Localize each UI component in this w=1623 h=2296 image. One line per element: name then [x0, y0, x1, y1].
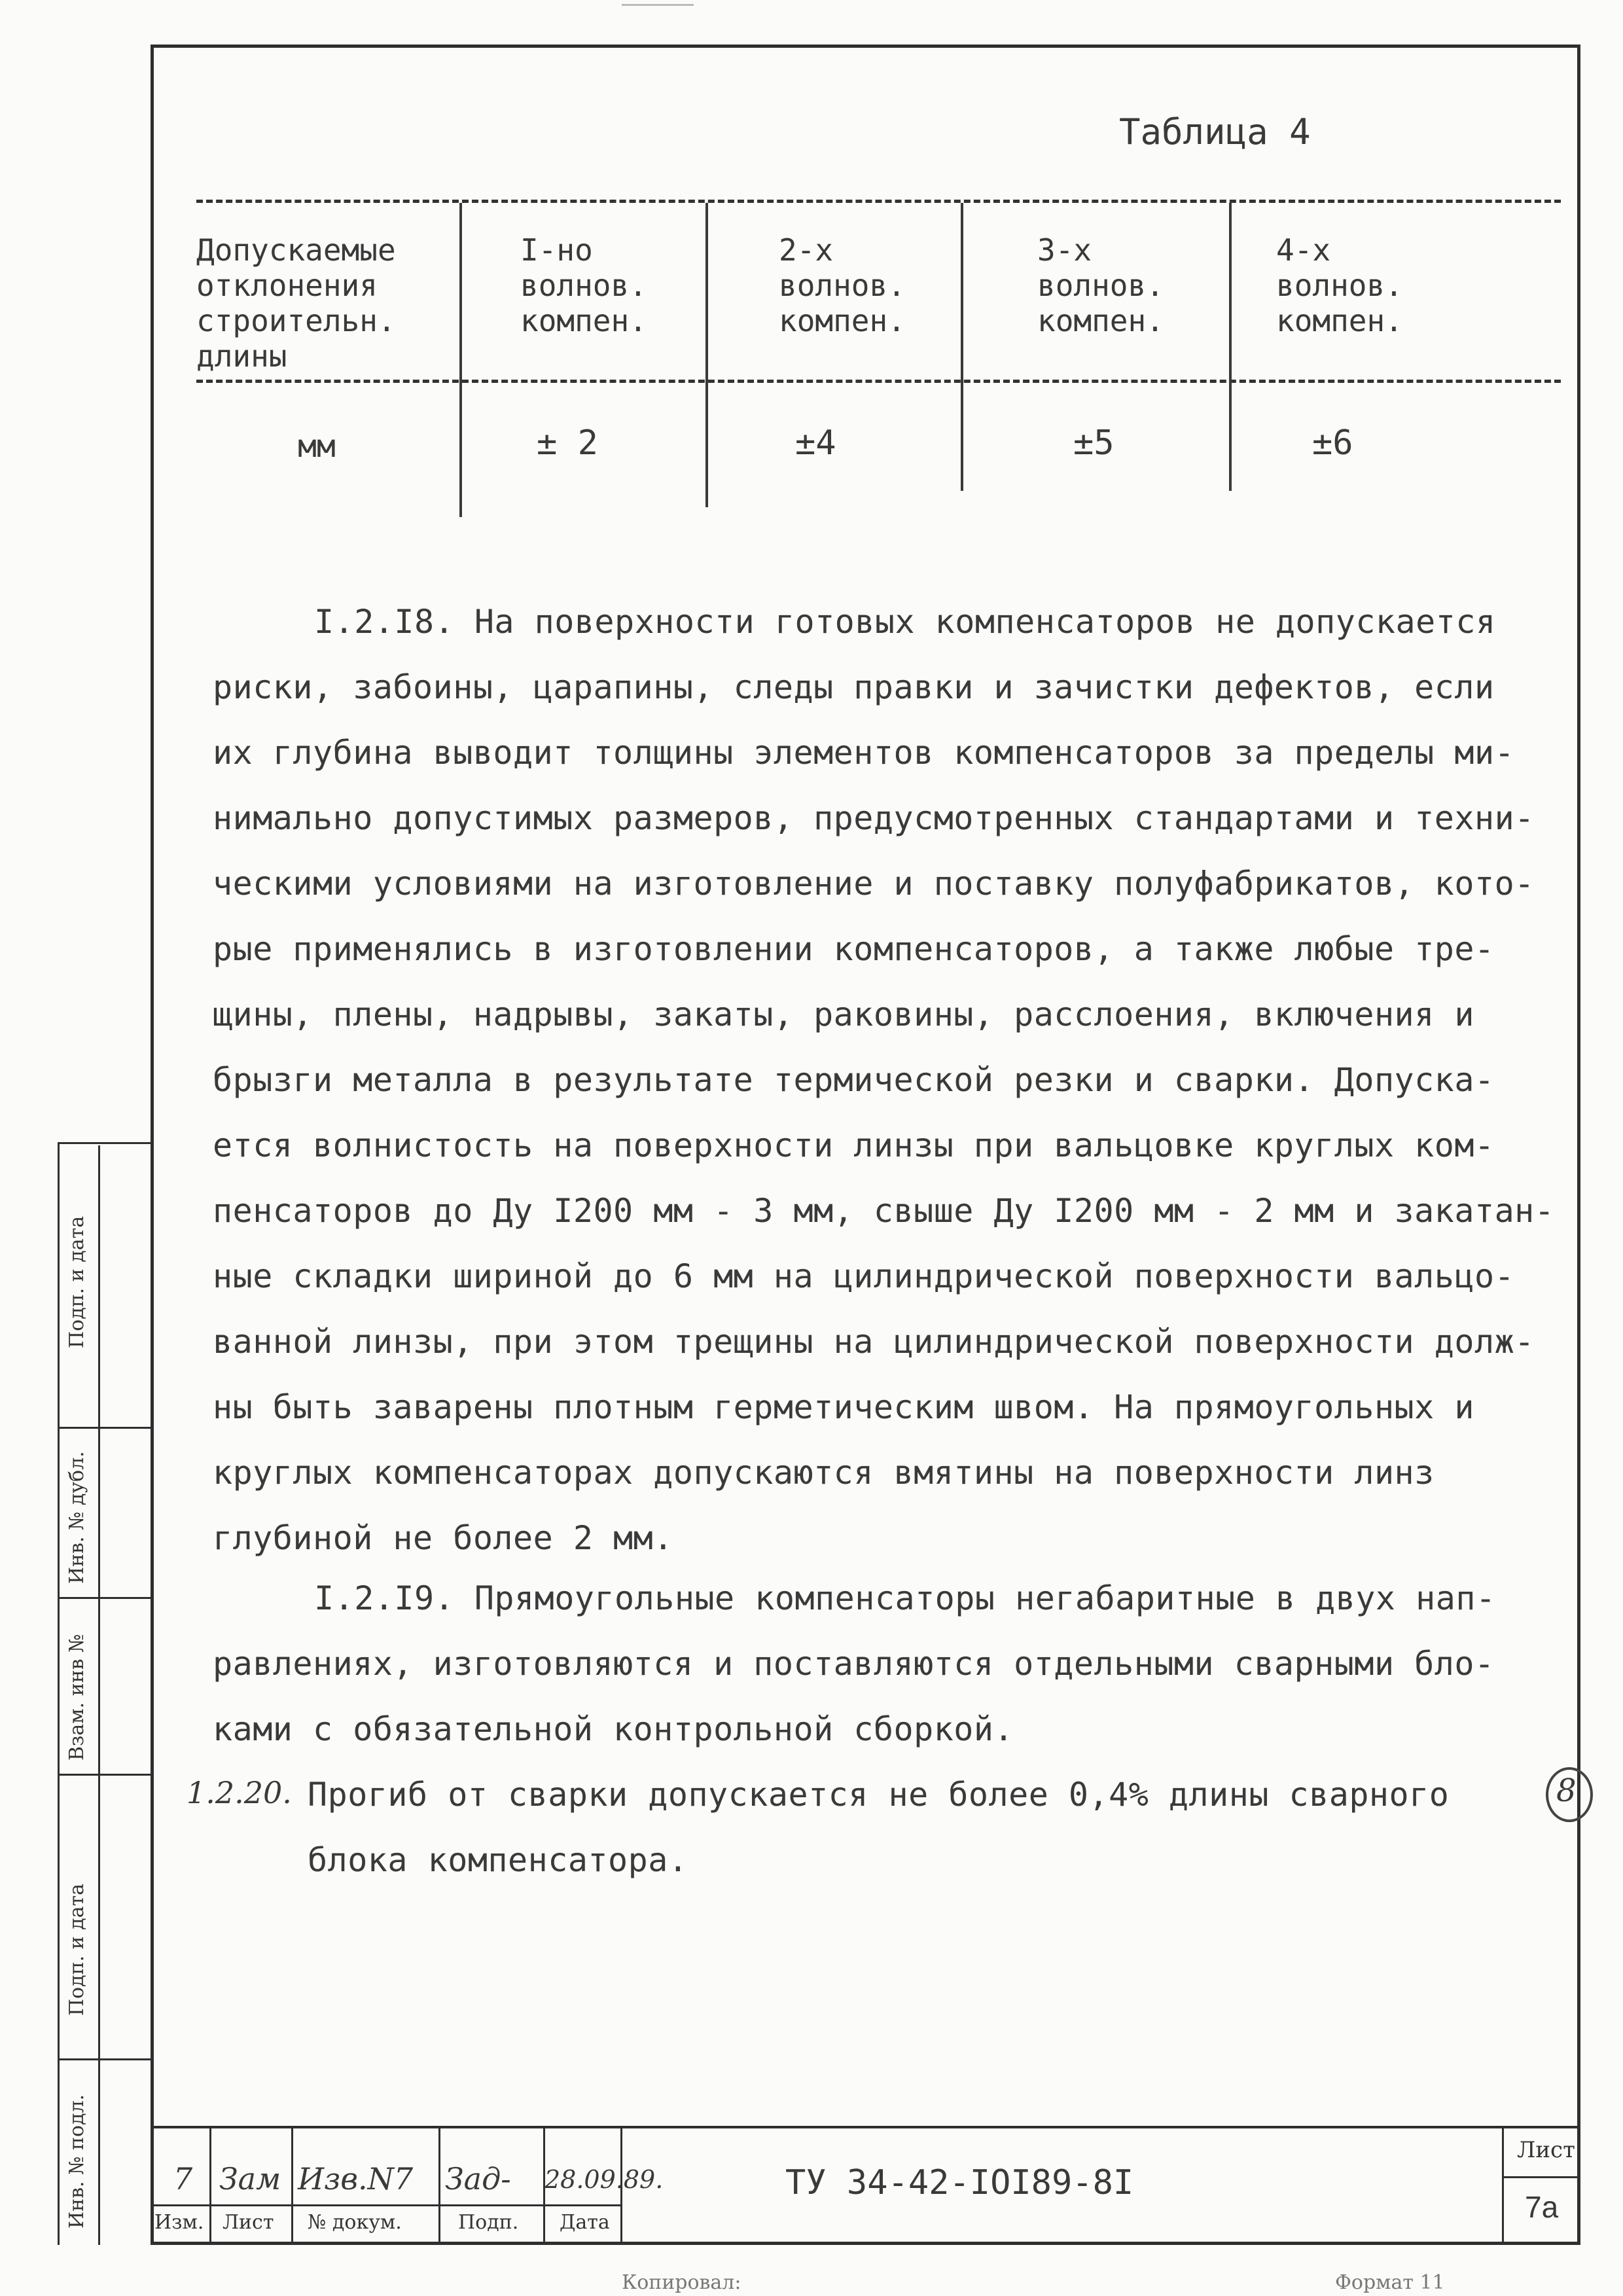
stamp-header-list: Лист [223, 2211, 274, 2234]
scan-mark [622, 4, 694, 6]
stamp-col [291, 2126, 293, 2244]
side-block-top [58, 1142, 152, 1144]
table-col-divider [459, 203, 462, 517]
stamp-header-doc: № докум. [308, 2211, 402, 2234]
table-value-cell: ± 2 [537, 423, 598, 463]
paragraph-1-2-19: I.2.I9. Прямоугольные компенсаторы негабаритные в двух нап- равлениях, изготовляются и поставляются отдельными сварными бло- ками с обязательной контрольной сборкой. [213, 1579, 1496, 1748]
stamp-top-rule [151, 2126, 1580, 2128]
stamp-col [209, 2126, 211, 2244]
side-label-podp-data: Подп. и дата [65, 1883, 88, 2016]
side-block-sep [58, 1427, 152, 1429]
table-value-cell: ±6 [1312, 423, 1353, 463]
stamp-header-izm: Изм. [154, 2211, 204, 2234]
stamp-mid-rule [151, 2204, 622, 2206]
stamp-hand-data: 28.09.89. [544, 2165, 664, 2194]
sheet-number: 7а [1525, 2190, 1559, 2224]
side-label-inv-dubl: Инв. № дубл. [65, 1451, 88, 1584]
table-caption: Таблица 4 [1119, 111, 1311, 152]
frame-right [1577, 45, 1580, 2244]
table-value-cell: ±5 [1073, 423, 1115, 463]
stamp-col [438, 2126, 440, 2244]
side-block-outer-left [58, 1142, 60, 2245]
table-header-cell: I-но волнов. компен. [520, 232, 647, 338]
paragraph-1-2-18: I.2.I8. На поверхности готовых компенсаторов не допускается риски, забоины, царапины, следы правки и зачистки дефектов, если их глубина выводит толщины элементов компенсаторов за пределы ми- нимально допустимых размеров, предусмотренных стандартами и техни- ческими условиями на изготовление и поставку полуфабрикатов, кото- рые применялись в изготовлении компенсаторов, а также любые тре- щины, плены, надрывы, закаты, раковины, расслоения, включения и брызги металла в результате термической резки и сварки. Допуска- ется волнистость на поверхности линзы при вальцовке круглых ком- пенсаторов до Ду I200 мм - 3 мм, свыше Ду I200 мм - 2 мм и закатан- ные складки шириной до 6 мм на цилиндрической поверхности вальцо- ванной линзы, при этом трещины на цилиндрической поверхности долж- ны быть заварены плотным герметическим швом. На прямоугольных и круглых компенсаторах допускаются вмятины на поверхности линз глубиной не более 2 мм. [213, 603, 1555, 1557]
stamp-col [1502, 2126, 1504, 2244]
table-col-divider [705, 203, 708, 507]
stamp-hand-izm: 7 [173, 2161, 193, 2197]
margin-note: 8 [1556, 1772, 1577, 1809]
table-unit-cell: мм [298, 428, 336, 465]
frame-top [151, 45, 1580, 48]
table-col-divider [1229, 203, 1232, 491]
frame-bottom [151, 2242, 1580, 2245]
paragraph-1-2-20: Прогиб от сварки допускается не более 0,4% длины сварного блока компенсатора. [308, 1776, 1450, 1879]
footer-copied: Копировал: [622, 2271, 741, 2294]
paragraph-1-2-20-number: 1.2.20. [187, 1775, 292, 1810]
table-header-cell: 3-х волнов. компен. [1037, 232, 1164, 338]
document-code: ТУ 34-42-IOI89-8I [785, 2163, 1134, 2202]
table-col-divider [961, 203, 963, 491]
side-block-inner [98, 1145, 100, 2245]
table-value-cell: ±4 [795, 423, 836, 463]
side-block-sep [58, 1774, 152, 1776]
table-header-cell: 4-х волнов. компен. [1276, 232, 1403, 338]
frame-left [151, 45, 154, 2244]
stamp-header-podp: Подп. [458, 2211, 519, 2234]
side-block-sep [58, 2058, 152, 2060]
table-header-cell: 2-х волнов. компен. [779, 232, 906, 338]
stamp-hand-podp: Зад- [445, 2161, 511, 2197]
sheet-label: Лист [1517, 2137, 1575, 2163]
table-top-rule [196, 200, 1561, 203]
footer-format: Формат 11 [1335, 2271, 1445, 2294]
table-header-rule [196, 380, 1561, 383]
stamp-hand-list: Зам [219, 2161, 281, 2197]
side-label-vzam-inv: Взам. инв № [65, 1634, 88, 1761]
stamp-header-data: Дата [560, 2211, 610, 2234]
side-label-podp-data: Подп. и дата [65, 1215, 88, 1348]
side-block-sep [58, 1597, 152, 1599]
side-label-inv-podl: Инв. № подл. [65, 2094, 88, 2229]
table-header-cell: Допускаемые отклонения строительн. длины [196, 232, 396, 374]
stamp-sheet-rule [1502, 2176, 1580, 2178]
stamp-hand-doc: Изв.N7 [298, 2161, 414, 2197]
